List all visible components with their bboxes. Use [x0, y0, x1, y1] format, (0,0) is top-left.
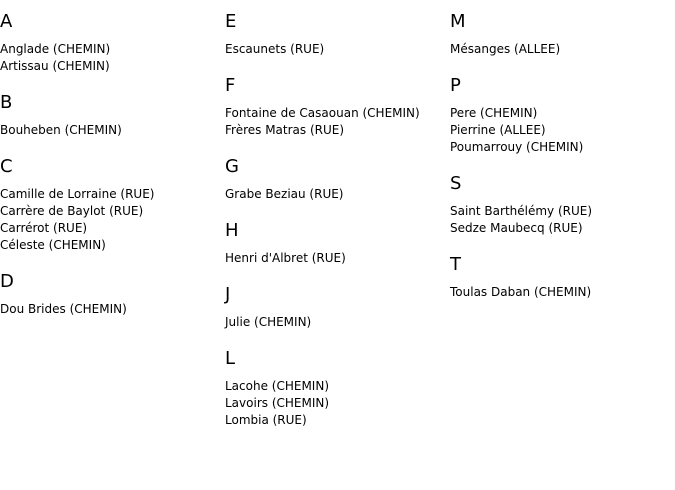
street-list — [450, 105, 675, 156]
street-item: Poumarrouy (CHEMIN) — [450, 140, 584, 154]
street-list — [225, 378, 450, 429]
street-item: Pere (CHEMIN) — [450, 106, 538, 120]
letter-heading: F — [225, 75, 236, 96]
street-item: Artissau (CHEMIN) — [0, 59, 110, 73]
letter-heading: B — [0, 92, 13, 113]
street-item: Fontaine de Casaouan (CHEMIN) — [225, 106, 420, 120]
letter-group — [225, 284, 450, 331]
street-item: Carrère de Baylot (RUE) — [0, 204, 144, 218]
street-list — [225, 105, 450, 139]
letter-group — [450, 254, 675, 301]
letter-heading: A — [0, 11, 13, 32]
letter-heading: E — [225, 11, 237, 32]
street-item: Carrérot (RUE) — [0, 221, 88, 235]
street-list — [225, 250, 450, 267]
street-item: Sedze Maubecq (RUE) — [450, 221, 583, 235]
street-item: Anglade (CHEMIN) — [0, 42, 111, 56]
letter-group — [225, 11, 450, 58]
street-list — [225, 314, 450, 331]
street-item: Frères Matras (RUE) — [225, 123, 345, 137]
street-item: Dou Brides (CHEMIN) — [0, 302, 127, 316]
street-item: Lombia (RUE) — [225, 413, 307, 427]
letter-group — [225, 156, 450, 203]
street-list — [0, 301, 225, 318]
letter-group — [0, 271, 225, 318]
street-item: Pierrine (ALLEE) — [450, 123, 546, 137]
street-list — [450, 203, 675, 237]
street-item: Henri d'Albret (RUE) — [225, 251, 346, 265]
street-item: Mésanges (ALLEE) — [450, 42, 561, 56]
letter-heading: D — [0, 271, 14, 292]
letter-group — [0, 156, 225, 254]
letter-heading: L — [225, 348, 236, 369]
letter-group — [450, 173, 675, 237]
letter-heading: J — [225, 284, 231, 305]
street-list — [450, 41, 675, 58]
street-list — [0, 41, 225, 75]
street-item: Camille de Lorraine (RUE) — [0, 187, 155, 201]
street-list — [225, 41, 450, 58]
letter-group — [0, 11, 225, 75]
letter-heading: S — [450, 173, 462, 194]
letter-heading: G — [225, 156, 239, 177]
letter-heading: H — [225, 220, 239, 241]
street-list — [0, 186, 225, 254]
street-item: Toulas Daban (CHEMIN) — [450, 285, 592, 299]
street-item: Escaunets (RUE) — [225, 42, 325, 56]
letter-group — [225, 220, 450, 267]
index-column — [450, 0, 675, 318]
letter-group — [225, 75, 450, 139]
street-item: Lavoirs (CHEMIN) — [225, 396, 330, 410]
letter-group — [0, 92, 225, 139]
street-item: Céleste (CHEMIN) — [0, 238, 106, 252]
letter-heading: C — [0, 156, 13, 177]
street-list — [0, 122, 225, 139]
letter-group — [450, 75, 675, 156]
index-column — [225, 0, 450, 446]
letter-group — [450, 11, 675, 58]
letter-heading: P — [450, 75, 461, 96]
street-list — [225, 186, 450, 203]
street-item: Julie (CHEMIN) — [225, 315, 312, 329]
street-item: Lacohe (CHEMIN) — [225, 379, 329, 393]
street-list — [450, 284, 675, 301]
letter-heading: T — [450, 254, 461, 275]
index-column — [0, 0, 225, 335]
letter-group — [225, 348, 450, 429]
street-item: Saint Barthélémy (RUE) — [450, 204, 593, 218]
street-item: Bouheben (CHEMIN) — [0, 123, 122, 137]
letter-heading: M — [450, 11, 466, 32]
street-item: Grabe Beziau (RUE) — [225, 187, 344, 201]
